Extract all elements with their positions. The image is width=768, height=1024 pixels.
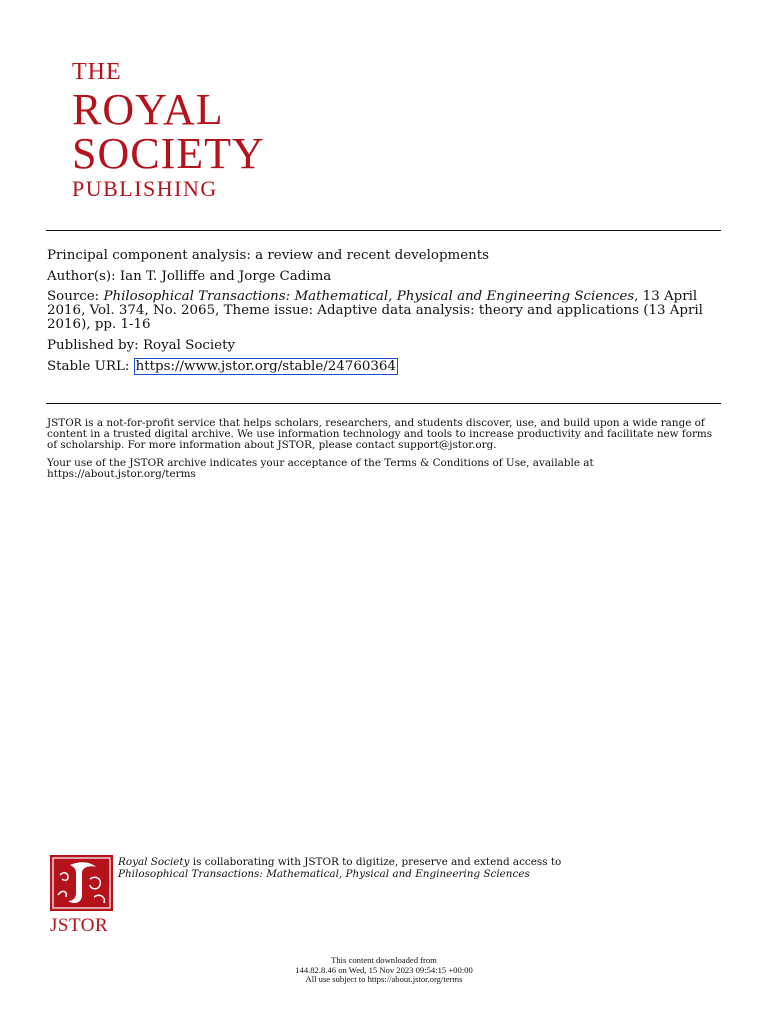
footer-line-1: This content downloaded from (331, 955, 437, 965)
source-details: , 13 April 2016, Vol. 374, No. 2065, Theme issue: Adaptive data analysis: theory and applications (13 April 2016), pp. 1-16 (47, 289, 703, 332)
jstor-notice-paragraph-1: JSTOR is a not-for-profit service that helps scholars, researchers, and students discover, use, and build upon a wide range of content in a trusted digital archive. We use information technology and tools to increase productivity and facilitate new forms of scholarship. For more information about JSTOR, please contact support@jstor.org. (47, 417, 713, 451)
footer-line-3: All use subject to https://about.jstor.org/terms (305, 974, 463, 984)
article-metadata (47, 248, 719, 380)
jstor-wordmark: JSTOR (50, 915, 109, 936)
authors-line (47, 269, 719, 284)
collaboration-partner: Royal Society (118, 856, 190, 868)
jstor-seal-icon (50, 855, 113, 911)
logo-line-the: THE (72, 59, 122, 85)
source-line (47, 290, 719, 332)
logo-line-publishing: PUBLISHING (72, 176, 218, 201)
authors-value: Ian T. Jolliffe and Jorge Cadima (119, 269, 332, 284)
collaboration-block (50, 855, 730, 935)
collaboration-journal: Philosophical Transactions: Mathematical, Physical and Engineering Sciences (118, 868, 530, 880)
source-journal: Philosophical Transactions: Mathematical, Physical and Engineering Sciences (103, 289, 635, 304)
logo-line-royal: ROYAL (72, 85, 224, 134)
source-label: Source: (47, 289, 100, 304)
publisher-line (47, 338, 719, 353)
jstor-notice (47, 418, 719, 487)
footer-line-2: 144.82.8.46 on Wed, 15 Nov 2023 09:54:15 +00:00 (295, 964, 473, 975)
stable-url-link[interactable]: https://www.jstor.org/stable/24760364 (135, 359, 396, 374)
stable-url-line (47, 359, 719, 374)
publisher-label: Published by: (47, 338, 139, 353)
stable-url-label: Stable URL: (47, 359, 130, 374)
collaboration-text (118, 856, 561, 880)
download-footer (0, 956, 768, 985)
publisher-value: Royal Society (142, 338, 236, 353)
collaboration-middle: is collaborating with JSTOR to digitize, preserve and extend access to (189, 856, 562, 868)
top-divider (46, 230, 721, 231)
royal-society-publishing-logo (72, 60, 265, 200)
authors-label: Author(s): (47, 269, 116, 284)
jstor-notice-paragraph-2: Your use of the JSTOR archive indicates your acceptance of the Terms & Conditions of Use, available at https://about.jstor.org/terms (47, 457, 594, 480)
logo-line-society: SOCIETY (72, 129, 265, 178)
bottom-divider (46, 403, 721, 404)
article-title: Principal component analysis: a review and recent developments (47, 248, 490, 263)
